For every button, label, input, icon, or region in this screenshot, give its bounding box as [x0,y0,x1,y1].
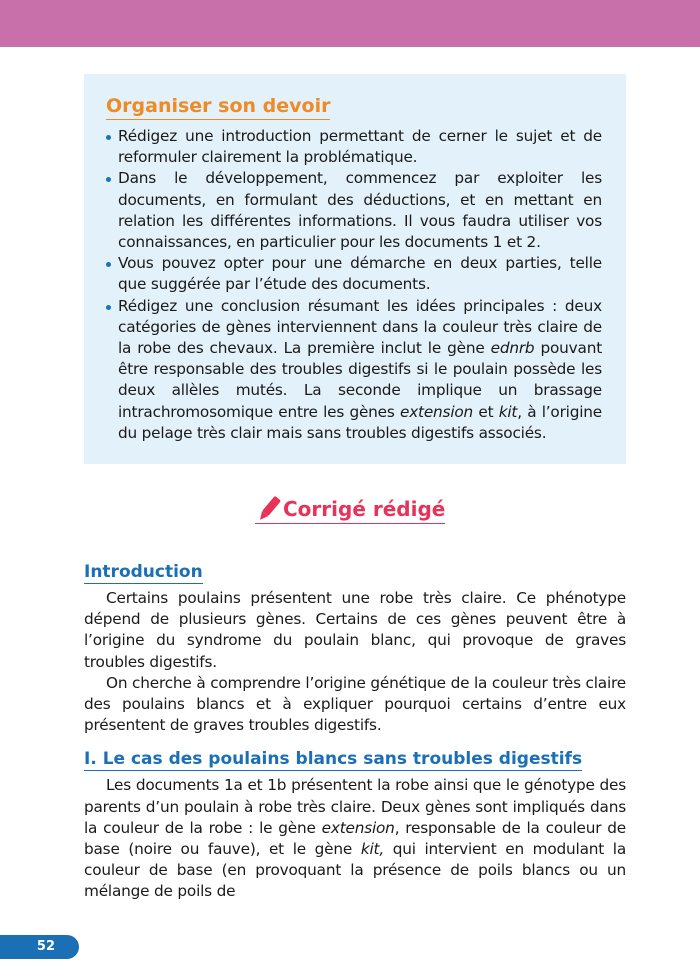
box-title: Organiser son devoir [106,94,330,120]
text: , responsable de la couleur de base (noire ou fauve), et le gène [84,818,627,859]
list-item: Vous pouvez opter pour une démarche en deux parties, telle que suggérée par l’étude des documents. [106,253,602,295]
list-item: Rédigez une introduction permettant de cerner le sujet et de reformuler clairement la problématique. [106,126,602,168]
list-item: Dans le développement, commencez par exploiter les documents, en formulant des déductions, et en mettant en relation les différentes informations. Il vous faudra utiliser vos connaissances, en particulier pour les documents 1 et 2. [106,168,602,253]
text: et [473,402,499,421]
page-number: 52 [0,935,79,959]
text: , à l’origine du pelage très clair mais sans troubles digestifs associés. [118,402,602,442]
corrige-heading [255,496,445,524]
gene-name: kit, [360,840,384,859]
text: Rédigez une conclusion résumant les idées principales : deux catégories de gènes interviennent dans la couleur très claire de la robe des chevaux. La première inclut le gène [118,296,602,358]
pencil-icon [255,496,283,522]
advice-list [106,126,602,444]
paragraph [84,775,626,902]
gene-name: ednrb [490,339,535,358]
paragraph: Certains poulains présentent une robe très claire. Ce phénotype dépend de plusieurs gènes. Certains de ces gènes peuvent être à l’origine du syndrome du poulain blanc, qui provoque de graves troubles digestifs. [84,589,626,671]
paragraph: On cherche à comprendre l’origine génétique de la couleur très claire des poulains blancs et à expliquer pourquoi certains d’entre eux présentent de graves troubles digestifs. [84,673,626,735]
organiser-box [84,74,626,464]
text: qui intervient en modulant la couleur de base (en provoquant la présence de poils blancs ou un mélange de poils de [84,840,627,901]
list-item [106,296,602,444]
text: pouvant être responsable des troubles digestifs si le poulain possède les deux allèles mutés. La seconde implique un brassage intrachromosomique entre les gènes [118,339,602,421]
header-band [0,0,700,47]
gene-name: extension [321,818,395,837]
gene-name: kit [498,402,518,421]
part1-heading: I. Le cas des poulains blancs sans troubles digestifs [84,749,583,770]
main-content [84,561,626,903]
corrige-title: Corrigé rédigé [283,497,446,521]
gene-name: extension [399,402,474,421]
intro-heading: Introduction [84,562,203,582]
text: Les documents 1a et 1b présentent la robe ainsi que le génotype des parents d’un poulain à robe très claire. Deux gènes sont impliqués dans la couleur de la robe : le gène [84,776,626,837]
